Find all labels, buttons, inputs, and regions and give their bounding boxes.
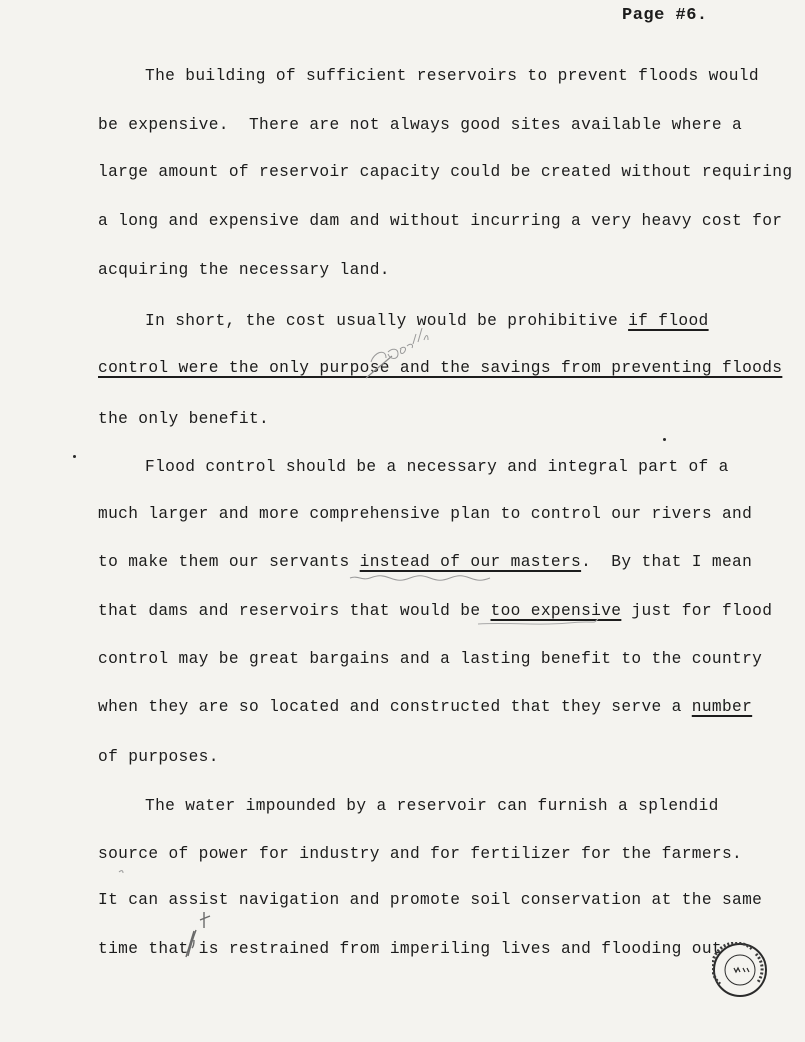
text-span: that dams and reservoirs that would be xyxy=(98,602,491,620)
stray-mark xyxy=(73,455,76,458)
text-line: be expensive. There are not always good sites available where a xyxy=(98,116,743,134)
underlined-text: number xyxy=(691,698,753,716)
text-line: the only benefit. xyxy=(98,410,270,428)
text-line: The water impounded by a reservoir can furnish a splendid xyxy=(145,797,719,815)
text-line: a long and expensive dam and without incurring a very heavy cost for xyxy=(98,212,783,230)
page-number: Page #6. xyxy=(622,6,708,25)
text-span: to make them our servants xyxy=(98,553,360,571)
text-span: In short, the cost usually would be prohibitive xyxy=(145,312,629,330)
text-line: acquiring the necessary land. xyxy=(98,261,390,279)
underlined-text: instead of our masters xyxy=(359,553,582,571)
underlined-text-line: control were the only purpose and the savings from preventing floods xyxy=(98,359,783,377)
text-span: when they are so located and constructed that they serve a xyxy=(98,698,692,716)
text-line: control may be great bargains and a lasting benefit to the country xyxy=(98,650,763,668)
text-line: The building of sufficient reservoirs to prevent floods would xyxy=(145,67,759,85)
text-span: . By that I mean xyxy=(581,553,753,571)
underlined-text: if flood xyxy=(628,312,709,330)
text-line: of purposes. xyxy=(98,748,219,766)
text-span: just for flood xyxy=(621,602,773,620)
text-line: source of power for industry and for fertilizer for the farmers. xyxy=(98,845,743,863)
text-line: Flood control should be a necessary and integral part of a xyxy=(145,458,729,476)
underlined-text: too expensive xyxy=(490,602,622,620)
text-line: much larger and more comprehensive plan to control our rivers and xyxy=(98,505,753,523)
truman-library-stamp xyxy=(712,942,768,998)
stray-mark xyxy=(663,438,666,441)
text-line: time that is restrained from imperiling lives and flooding out xyxy=(98,940,722,958)
text-line: It can assist navigation and promote soil conservation at the same xyxy=(98,891,763,909)
text-line: large amount of reservoir capacity could be created without requiring xyxy=(98,163,793,181)
